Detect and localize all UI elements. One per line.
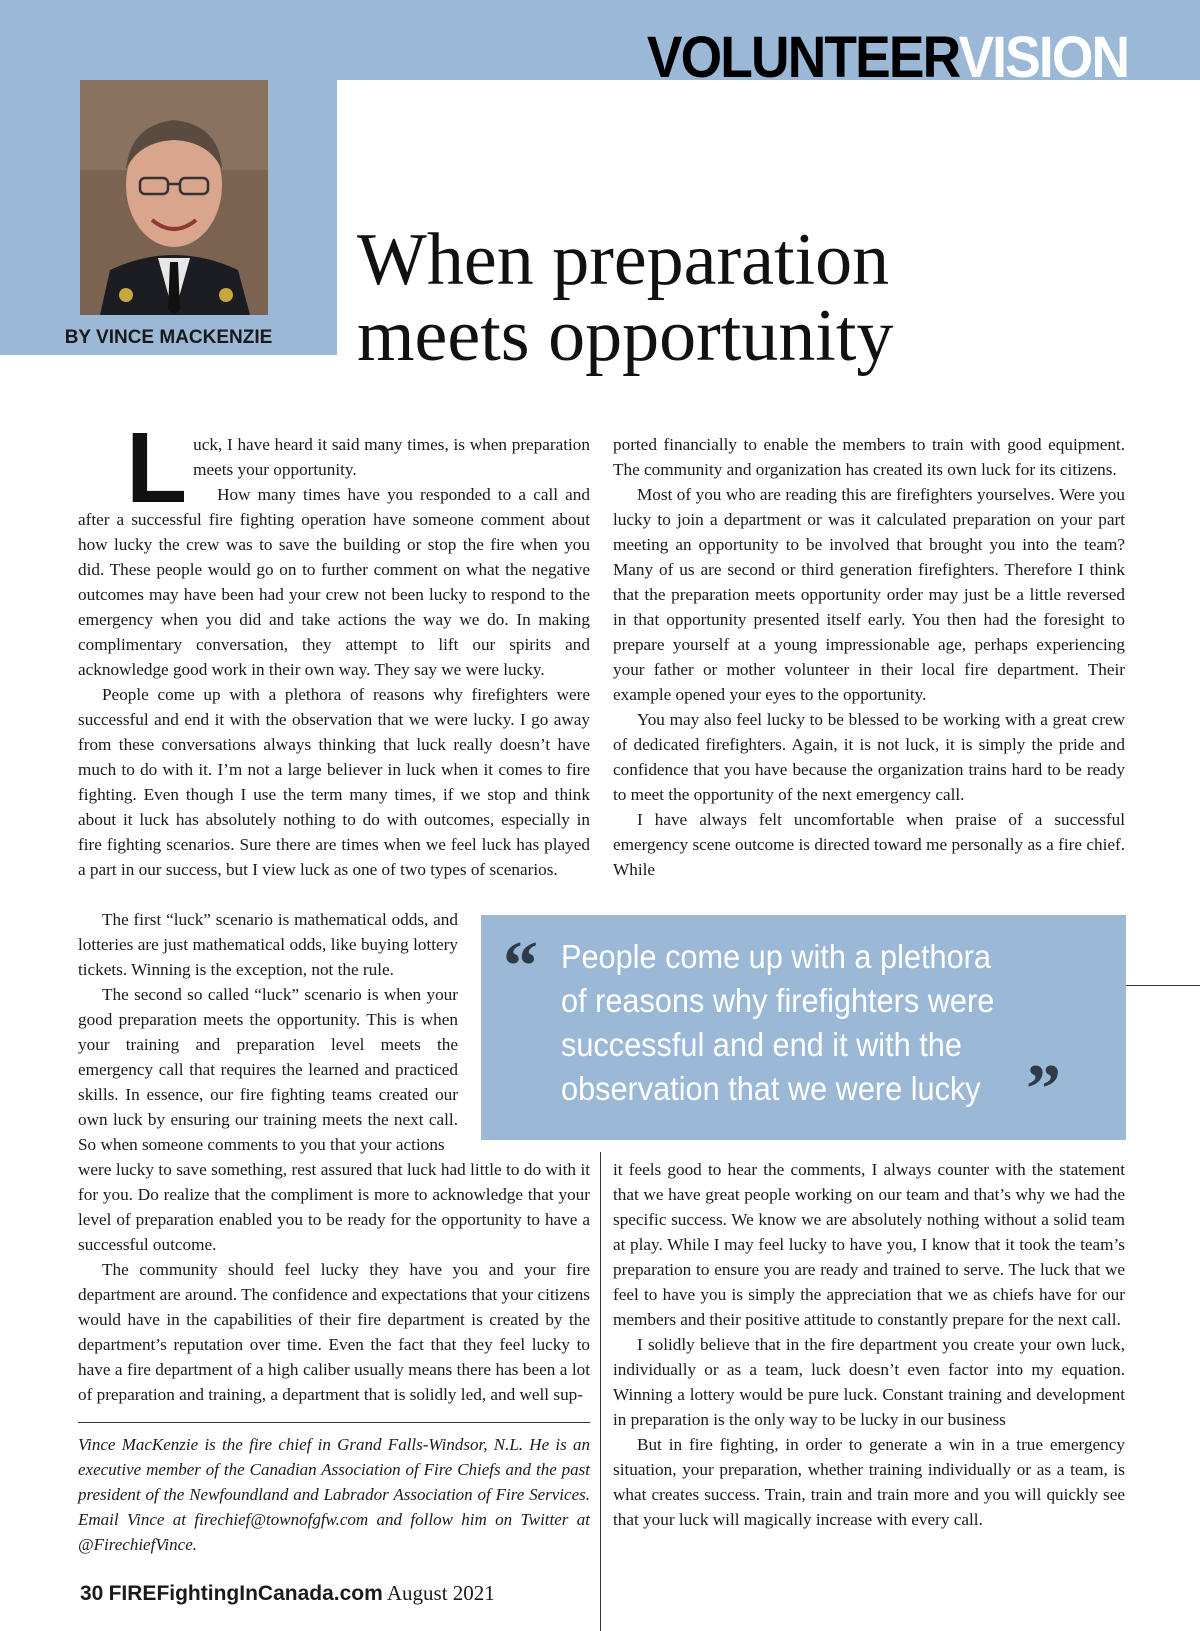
paragraph: I solidly believe that in the fire department you create your own luck, individually or as a team, luck doesn’t even factor into my equation. Winning a lottery would be pure luck. Constant training and development in preparation is the only way to be lucky in our business xyxy=(613,1335,1125,1429)
page-number: 30 xyxy=(80,1582,104,1605)
section-title-dark: VOLUNTEER xyxy=(646,25,959,90)
pull-quote-line: People come up with a plethora xyxy=(561,938,991,975)
paragraph: The second so called “luck” scenario is when your good preparation meets the opportunity. This is when your training and preparation level meets the emergency call that requires the learned and practiced skills. In essence, our fire fighting teams created our own luck by ensuring our training meets the next call. So when someone comments to you that your actions xyxy=(78,985,458,1154)
pull-quote xyxy=(481,915,1126,1140)
author-name: BY VINCE MACKENZIE xyxy=(64,327,273,348)
title-line-2: meets opportunity xyxy=(357,295,894,377)
paragraph: You may also feel lucky to be blessed to be working with a great crew of dedicated firefighters. Again, it is not luck, it is simply the pride and confidence that you have because the organization trains hard to be ready to meet the opportunity of the next emergency call. xyxy=(613,710,1125,804)
pull-quote-line: successful and end it with the xyxy=(561,1026,962,1063)
left-column xyxy=(78,412,590,882)
paragraph: were lucky to save something, rest assured that luck had little to do with it for you. Do realize that the compliment is more to acknowledge that your level of preparation enabled you to be ready for the opportunity to have a successful outcome. xyxy=(78,1160,590,1254)
paragraph: How many times have you responded to a call and after a successful fire fighting operation have someone comment about how lucky the crew was to save the building or stop the fire when you did. These people would go on to further comment on what the negative outcomes may have been had your crew not been lucky to respond to the emergency when you did and take actions the way we do. In making complimentary conversation, they attempt to lift our spirits and acknowledge good work in their own way. They say we were lucky. xyxy=(78,485,590,679)
paragraph: Most of you who are reading this are firefighters yourselves. Were you lucky to join a department or was it calculated preparation on your part meeting an opportunity to be involved that brought you into the team? Many of us are second or third generation firefighters. Therefore I think that the preparation meets opportunity order may just be a little reversed in that opportunity presented itself early. You then had the foresight to prepare yourself at a young impressionable age, perhaps experiencing your father or mother volunteer in their local fire department. Their example opened your eyes to the opportunity. xyxy=(613,485,1125,704)
column-divider xyxy=(600,1152,601,1631)
byline xyxy=(0,325,337,425)
open-quote-mark: “ xyxy=(503,928,538,1005)
author-bio: Vince MacKenzie is the fire chief in Grand Falls-Windsor, N.L. He is an executive member of the Canadian Association of Fire Chiefs and the past president of the Newfoundland and Labrador Association of Fire Services. Email Vince at firechief@townofgfw.com and follow him on Twitter at @FirechiefVince. xyxy=(78,1435,590,1554)
author-photo xyxy=(80,80,268,315)
paragraph: People come up with a plethora of reasons why firefighters were successful and end it with the observation that we were lucky. I go away from these conversations always thinking that luck really doesn’t have much to do with it. I’m not a large believer in luck when it comes to fire fighting. Even though I use the term many times, if we stop and think about it luck has absolutely nothing to do with outcomes, especially in fire fighting scenarios. Sure there are times when we feel luck has played a part in our success, but I view luck as one of two types of scenarios. xyxy=(78,685,590,879)
drop-cap: L xyxy=(126,412,188,524)
author-province: Newfoundland and Labrador xyxy=(56,404,281,421)
byline-box xyxy=(0,80,337,421)
paragraph: it feels good to hear the comments, I always counter with the statement that we have great people working on our team and that’s why we had the specific success. We know we are absolutely nothing without a solid team at play. While I may feel lucky to have you, I know that it took the team’s preparation to ensure you are ready and trained to serve. The luck that we feel to have you is simply the appreciation that we as chiefs have for our members and their positive attitude to constantly prepare for the next call. xyxy=(613,1160,1125,1329)
author-role: Fire Chief xyxy=(130,354,207,371)
paragraph: Luck, I have heard it said many times, is when preparation meets your opportunity. xyxy=(126,412,590,524)
site-name: FIREFightingInCanada.com xyxy=(108,1582,383,1605)
right-column-bottom xyxy=(613,1157,1125,1532)
author-portrait-illustration xyxy=(80,80,268,315)
issue-date: August 2021 xyxy=(386,1581,495,1605)
author-location: Grand Falls-Windsor xyxy=(87,379,250,396)
divider xyxy=(78,1422,590,1423)
close-quote-mark: ” xyxy=(1026,1051,1061,1128)
section-title xyxy=(646,25,1128,90)
pull-quote-line: observation that we were lucky xyxy=(561,1070,981,1107)
paragraph: The community should feel lucky they have you and your fire department are around. The confidence and expectations that your citizens would have in the capabilities of their fire department is created by the department’s reputation over time. Even the fact that they feel lucky to have a fire department of a high caliber usually means there has been a lot of preparation and training, a department that is solidly led, and well sup- xyxy=(78,1260,590,1404)
paragraph: ported financially to enable the members to train with good equipment. The community and organization has created its own luck for its citizens. xyxy=(613,435,1125,479)
left-column-bottom xyxy=(78,1157,590,1407)
paragraph: The first “luck” scenario is mathematical odds, and lotteries are just mathematical odds, like buying lottery tickets. Winning is the exception, not the rule. xyxy=(78,910,458,979)
paragraph: But in fire fighting, in order to generate a win in a true emergency situation, your preparation, whether training individually or as a team, is what creates success. Train, train and train more and you will quickly see that your luck will magically increase with every call. xyxy=(613,1435,1125,1529)
narrow-column xyxy=(78,907,458,1157)
divider xyxy=(1126,985,1200,986)
section-title-light: VISION xyxy=(958,25,1128,90)
article-title xyxy=(357,219,1157,377)
pull-quote-text xyxy=(561,935,1007,1111)
paragraph: I have always felt uncomfortable when praise of a successful emergency scene outcome is directed toward me personally as a fire chief. While xyxy=(613,810,1125,879)
pull-quote-line: of reasons why firefighters were xyxy=(561,982,995,1019)
title-line-1: When preparation xyxy=(357,219,890,301)
page-footer xyxy=(80,1580,495,1607)
right-column xyxy=(613,432,1125,882)
